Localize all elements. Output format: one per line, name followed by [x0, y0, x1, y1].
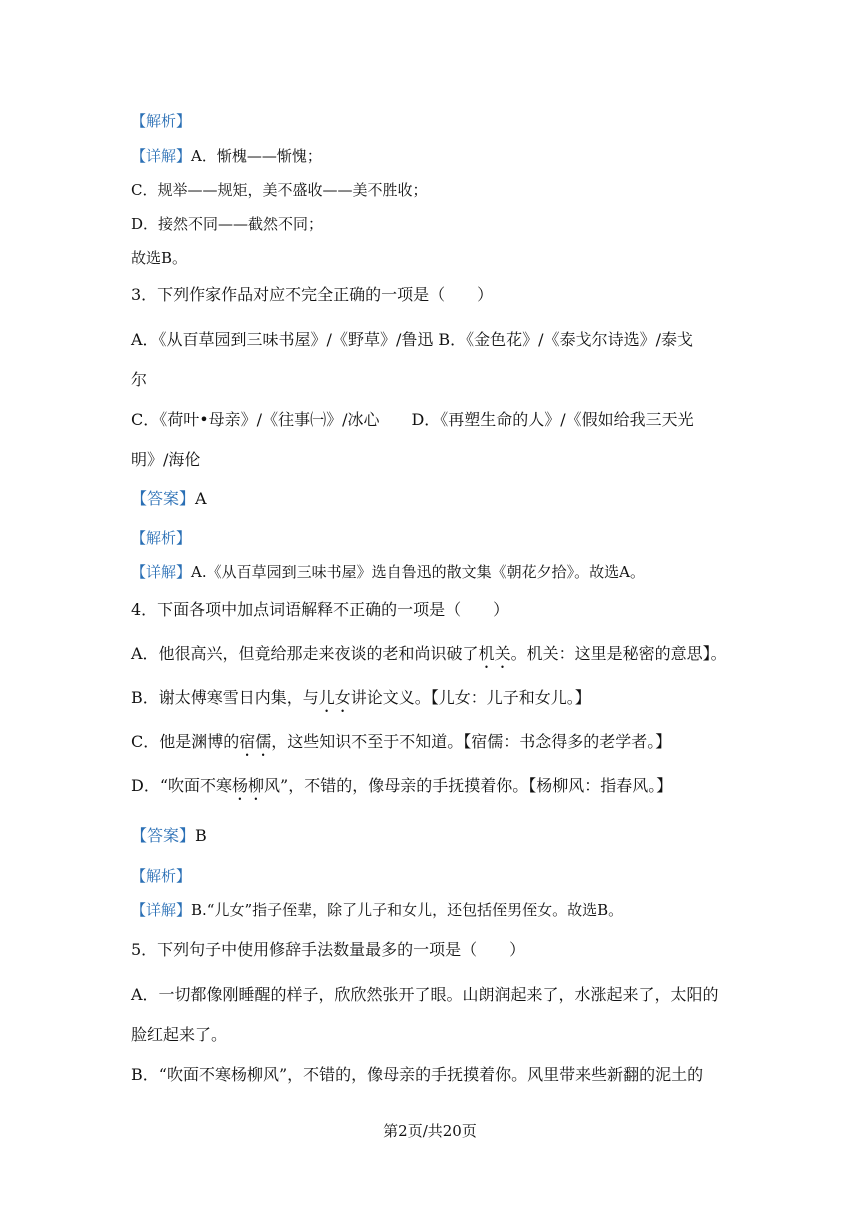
option-line: A．《从百草园到三味书屋》/《野草》/鲁迅 B．《金色花》/《泰戈尔诗选》/泰戈 [131, 330, 693, 349]
text: 。机关：这里是秘密的意思】。 [510, 644, 727, 663]
answer-line [131, 826, 741, 846]
option-line: C．《荷叶•母亲》/《往事㈠》/冰心 D．《再塑生命的人》/《假如给我三天光 [131, 410, 694, 429]
text-line: C．规举——规矩，美不盛收——美不胜收； [131, 181, 428, 199]
analysis-heading [131, 528, 741, 548]
option-line: 脸红起来了。 [131, 1025, 228, 1044]
option-line [131, 688, 741, 716]
dotted-word: 机关 [478, 644, 511, 663]
option-line: A．一切都像刚睡醒的样子，欣欣然张开了眼。山朗润起来了，水涨起来了，太阳的 [131, 985, 719, 1004]
text: B [195, 826, 207, 845]
question-3: 3．下列作家作品对应不完全正确的一项是（ ） [131, 285, 494, 304]
tag: 【解析】 [131, 529, 192, 547]
tag: 【详解】 [131, 563, 192, 581]
tag: 【解析】 [131, 867, 192, 885]
text: D．“吹面不寒 [131, 776, 233, 795]
detail-line [131, 900, 741, 920]
text: A [195, 489, 207, 508]
detail-line [131, 146, 741, 166]
tag: 【答案】 [131, 826, 196, 845]
option-line [131, 644, 741, 672]
text: 讲论文义。【儿女：儿子和女儿。】 [350, 688, 591, 707]
option-line: B．“吹面不寒杨柳风”，不错的，像母亲的手抚摸着你。风里带来些新翻的泥土的 [131, 1065, 704, 1084]
text: B．谢太傅寒雪日内集，与 [131, 688, 319, 707]
option-line: 尔 [131, 370, 148, 389]
analysis-heading [131, 866, 741, 886]
tag: 【答案】 [131, 489, 196, 508]
text: ，这些知识不至于不知道。【宿儒：书念得多的老学者。】 [271, 732, 672, 751]
question-4: 4．下面各项中加点词语解释不正确的一项是（ ） [131, 600, 510, 619]
option-line: 明》/海伦 [131, 450, 201, 469]
option-line [131, 776, 741, 804]
tag: 【详解】 [131, 901, 192, 919]
answer-line [131, 489, 741, 509]
dotted-word: 儿女 [318, 688, 351, 707]
dotted-word: 宿儒 [239, 732, 272, 751]
text: 风”，不错的，像母亲的手抚摸着你。【杨柳风：指春风。】 [264, 776, 673, 795]
detail-line [131, 562, 741, 582]
option-line [131, 732, 741, 760]
text-line: D．接然不同——截然不同； [131, 215, 324, 233]
page-footer: 第2页/共20页 [383, 1122, 477, 1140]
question-5: 5．下列句子中使用修辞手法数量最多的一项是（ ） [131, 940, 526, 959]
tag: 【详解】 [131, 147, 192, 165]
text: A．惭槐——惭愧； [191, 147, 322, 165]
text-line: 故选B。 [131, 249, 188, 267]
analysis-heading [131, 111, 741, 131]
tag: 【解析】 [131, 112, 192, 130]
text: A．他很高兴，但竟给那走来夜谈的老和尚识破了 [131, 644, 479, 663]
text: A.《从百草园到三味书屋》选自鲁迅的散文集《朝花夕拾》。故选A。 [191, 563, 645, 581]
text: B.“儿女”指子侄辈，除了儿子和女儿，还包括侄男侄女。故选B。 [191, 901, 624, 919]
text: C．他是渊博的 [131, 732, 240, 751]
dotted-word: 杨柳 [232, 776, 265, 795]
